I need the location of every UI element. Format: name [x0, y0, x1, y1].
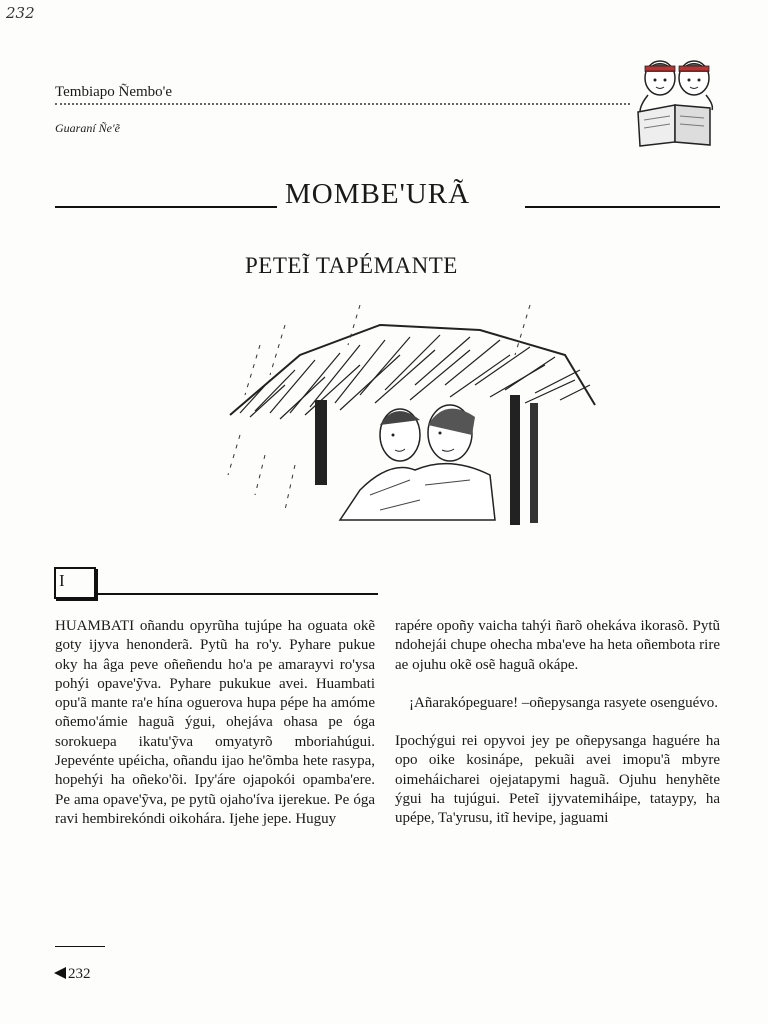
right-column-text — [395, 617, 720, 829]
footer-page-number — [54, 966, 91, 983]
paragraph: HUAMBATI oñandu opyrũha tujúpe ha oguata okẽ goty ijyva henonderã. Pytũ ha ro'y. Pyhare pukue oky ha âga peve oñeñendu ho'a pe amarayvi ro'ysa pohýi opave'ỹva. Pyhare pukukue avei. Huambati opu'ã mante ra'e hína oguerova hupa pépe ha amóme oñemo'ámie haguã ýgui, ohejáva ohasa pe óga sorokuepa ikatu'ỹva omyatyrõ mboriahúgui. Jepevénte upéicha, oñandu ijao he'õmba hete rasypa, hopehýi ha oñeko'õi. Ipy'áre ojapokói opamba'ere. Pe ama opave'ỹva, pe pytũ ojaho'íva ijerekue. Pe óga ravi hembirekóndi oikohára. Ijehe jepe. Huguy — [55, 618, 375, 827]
section-number-box — [54, 567, 96, 599]
paragraph: Ipochýgui rei opyvoi jey pe oñepysanga haguére ha opo oike kosinápe, pekuãi avei imopu'ã mbyre oimeháicharei ojejatapymi haguã. Ojuhu henyhẽte ýgui ha tujúgui. Peteĩ ijyvatemiháipe, tataypy, ha upépe, Ta'yrusu, itĩ hevipe, jaguami — [395, 733, 720, 827]
paragraph: ¡Añarakópeguare! –oñepysanga rasyete osenguévo. — [409, 694, 719, 711]
footer-page-label: 232 — [68, 966, 91, 982]
title-row — [55, 178, 720, 218]
left-column-text — [55, 617, 375, 829]
header-subtitle: Guaraní Ñe'ẽ — [55, 121, 120, 135]
header-divider — [55, 103, 630, 105]
paragraph: rapére opoñy vaicha tahýi ñarõ ohekáva ikorasõ. Pytũ ndohejái chupe ohecha mba'eve ha heta oñembota rire ae ojuhu okẽ osẽ haguã okápe. — [395, 618, 720, 673]
footer-rule — [55, 946, 105, 947]
page-arrow-icon — [54, 967, 66, 979]
handwritten-page-number: 232 — [6, 4, 35, 22]
title-rule-right — [525, 206, 720, 208]
reading-children-illustration — [630, 50, 725, 148]
main-title: MOMBE'URÃ — [285, 178, 471, 210]
title-rule-left — [55, 206, 277, 208]
story-subtitle: PETEĨ TAPÉMANTE — [245, 253, 458, 278]
section-number: I — [59, 571, 65, 590]
header-title: Tembiapo Ñembo'e — [55, 84, 173, 100]
rain-shelter-illustration — [210, 285, 600, 545]
section-rule — [94, 593, 378, 595]
